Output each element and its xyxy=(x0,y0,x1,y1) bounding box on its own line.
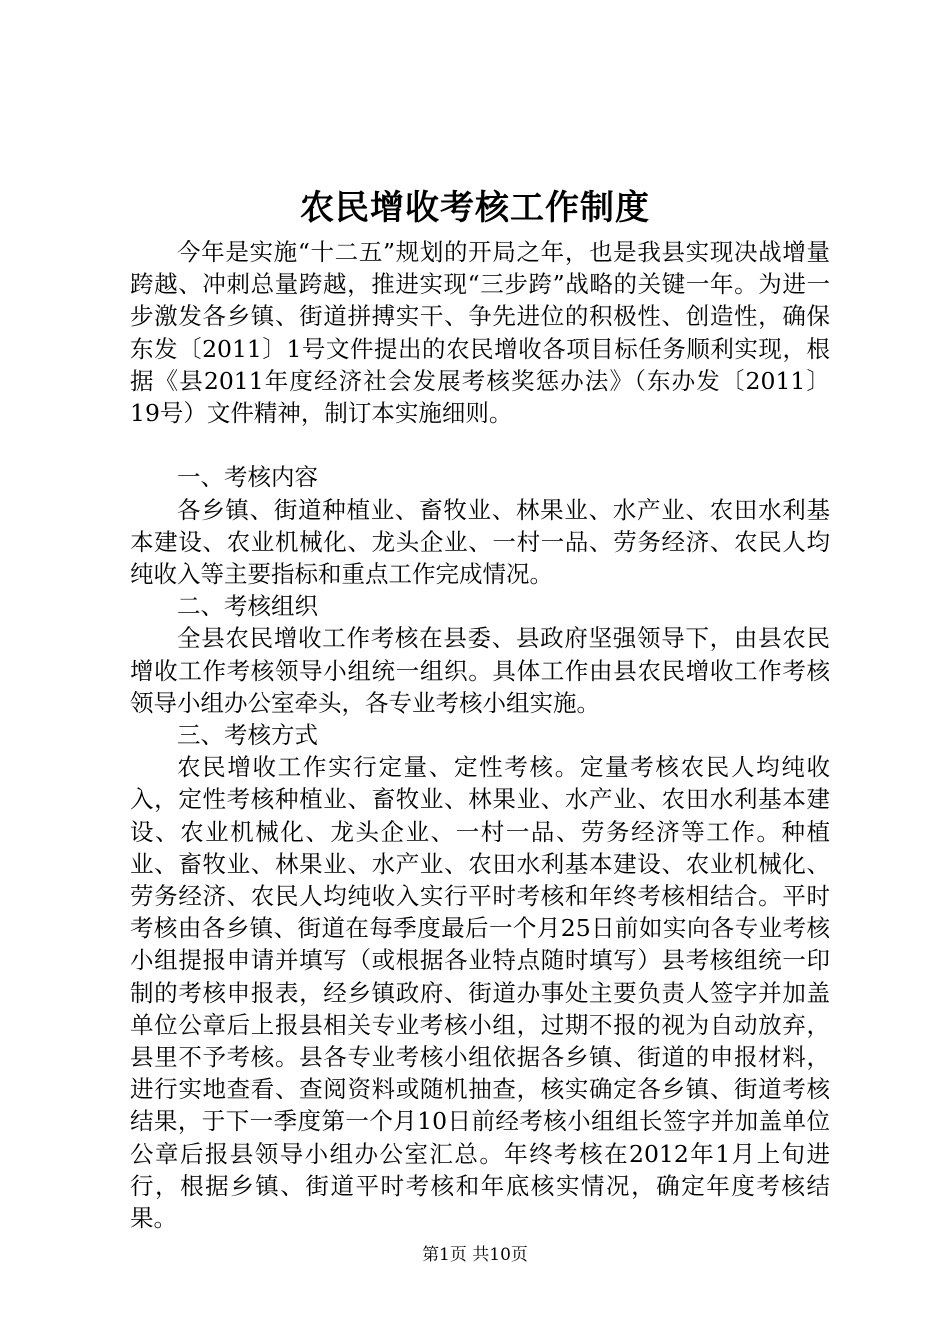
section-heading-3: 三、考核方式 xyxy=(177,721,318,750)
section-paragraph-3: 农民增收工作实行定量、定性考核。定量考核农民人均纯收入，定性考核种植业、畜牧业、林果业、水产业、农田水利基本建设、农业机械化、龙头企业、一村一品、劳务经济等工作。种植业、畜牧业、林果业、水产业、农田水利基本建设、农业机械化、劳务经济、农民人均纯收入实行平时考核和年终考核相结合。平时考核由各乡镇、街道在每季度最后一个月25日前如实向各专业考核小组提报申请并填写（或根据各业特点随时填写）县考核组统一印制的考核申报表，经乡镇政府、街道办事处主要负责人签字并加盖单位公章后上报县相关专业考核小组，过期不报的视为自动放弃，县里不予考核。县各专业考核小组依据各乡镇、街道的申报材料，进行实地查看、查阅资料或随机抽查，核实确定各乡镇、街道考核结果，于下一季度第一个月10日前经考核小组组长签字并加盖单位公章后报县领导小组办公室汇总。年终考核在2012年1月上旬进行，根据乡镇、街道平时考核和年底核实情况，确定年度考核结果。 xyxy=(130,753,830,1233)
blank-line xyxy=(130,429,830,461)
section-paragraph-1: 各乡镇、街道种植业、畜牧业、林果业、水产业、农田水利基本建设、农业机械化、龙头企业、一村一品、劳务经济、农民人均纯收入等主要指标和重点工作完成情况。 xyxy=(130,495,830,589)
intro-paragraph: 今年是实施“十二五”规划的开局之年，也是我县实现决战增量跨越、冲刺总量跨越，推进实现“三步跨”战略的关键一年。为进一步激发各乡镇、街道拼搏实干、争先进位的积极性、创造性，确保东发〔2011〕1号文件提出的农民增收各项目标任务顺利实现，根据《县2011年度经济社会发展考核奖惩办法》（东办发〔2011〕19号）文件精神，制订本实施细则。 xyxy=(130,238,830,428)
section-heading-1: 一、考核内容 xyxy=(177,463,318,492)
document-title: 农民增收考核工作制度 xyxy=(300,188,650,228)
page-number-footer: 第1页 共10页 xyxy=(422,1245,528,1265)
document-body xyxy=(130,236,830,1234)
section-heading-2: 二、考核组织 xyxy=(177,592,318,621)
section-paragraph-2: 全县农民增收工作考核在县委、县政府坚强领导下，由县农民增收工作考核领导小组统一组织。具体工作由县农民增收工作考核领导小组办公室牵头，各专业考核小组实施。 xyxy=(130,624,830,717)
